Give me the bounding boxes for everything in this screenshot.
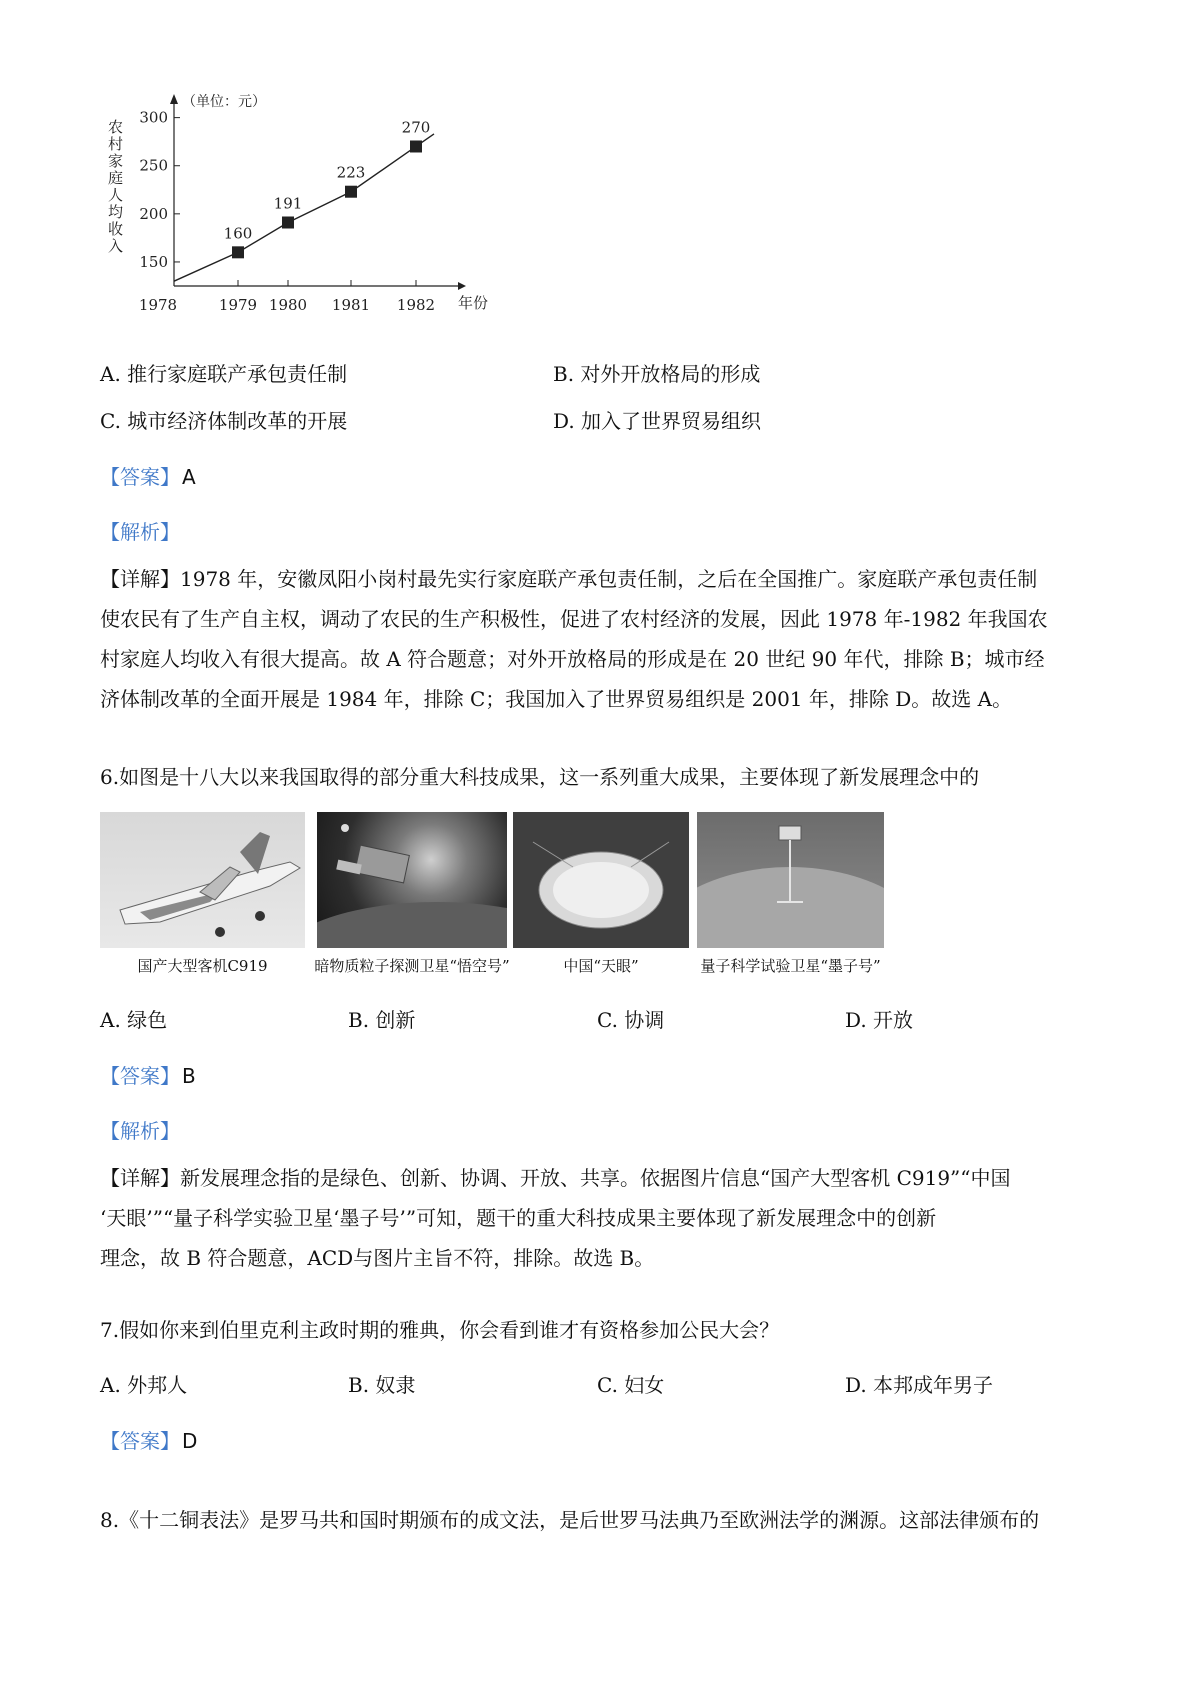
data-label: 223 bbox=[336, 163, 366, 182]
y-tick-label: 250 bbox=[139, 156, 168, 175]
q5-option-d: D. 加入了世界贸易组织 bbox=[553, 409, 762, 433]
y-axis-arrow bbox=[170, 94, 178, 104]
q6-option-b: B. 创新 bbox=[348, 1008, 416, 1032]
x-tick-label: 1980 bbox=[268, 296, 308, 314]
data-point-marker bbox=[410, 140, 422, 152]
c919-caption: 国产大型客机C919 bbox=[137, 957, 268, 975]
q7-option-d: D. 本邦成年男子 bbox=[845, 1373, 994, 1397]
q6-option-a: A. 绿色 bbox=[100, 1008, 168, 1032]
data-point-marker bbox=[232, 246, 244, 258]
x-tick-label: 1978 bbox=[138, 296, 178, 314]
wukong-satellite-image bbox=[317, 812, 507, 948]
x-tick-label: 1981 bbox=[331, 296, 371, 314]
detail-line: 理念，故 B 符合题意，ACD与图片主旨不符，排除。故选 B。 bbox=[100, 1246, 655, 1270]
q8-question: 8.《十二铜表法》是罗马共和国时期颁布的成文法，是后世罗马法典乃至欧洲法学的渊源。这部法律颁布的 bbox=[100, 1508, 1040, 1532]
q5-option-b: B. 对外开放格局的形成 bbox=[553, 362, 761, 386]
q5-option-c: C. 城市经济体制改革的开展 bbox=[100, 409, 348, 433]
q7-answer bbox=[100, 1425, 197, 1454]
detail-line: 【详解】新发展理念指的是绿色、创新、协调、开放、共享。依据图片信息“国产大型客机 C919”“中国 bbox=[100, 1166, 1011, 1190]
data-point-marker bbox=[345, 186, 357, 198]
y-axis-title-char: 入 bbox=[108, 237, 124, 255]
answer-value: A bbox=[182, 465, 196, 489]
y-axis-title-char: 均 bbox=[108, 203, 124, 221]
y-axis-title-char: 家 bbox=[108, 152, 124, 170]
y-tick-label: 200 bbox=[139, 204, 168, 223]
q7-option-a: A. 外邦人 bbox=[100, 1373, 188, 1397]
q6-question: 6.如图是十八大以来我国取得的部分重大科技成果，这一系列重大成果，主要体现了新发展理念中的 bbox=[100, 765, 980, 789]
y-axis-title-char: 收 bbox=[108, 220, 124, 238]
q6-option-d: D. 开放 bbox=[845, 1008, 914, 1032]
income-series-line bbox=[174, 134, 434, 281]
wukong-caption: 暗物质粒子探测卫星“悟空号” bbox=[314, 957, 510, 975]
x-axis-arrow bbox=[458, 282, 466, 290]
q7-question: 7.假如你来到伯里克利主政时期的雅典，你会看到谁才有资格参加公民大会？ bbox=[100, 1318, 780, 1342]
detail-line: 村家庭人均收入有很大提高。故 A 符合题意；对外开放格局的形成是在 20 世纪 90 年代，排除 B；城市经 bbox=[100, 647, 1045, 671]
y-axis-title-char: 村 bbox=[108, 135, 124, 153]
q5-option-a: A. 推行家庭联产承包责任制 bbox=[100, 362, 348, 386]
data-point-marker bbox=[282, 216, 294, 228]
answer-tag: 【答案】 bbox=[100, 1429, 180, 1453]
q5-answer bbox=[100, 461, 196, 490]
c919-airplane-image bbox=[100, 812, 305, 948]
y-axis-title-char: 农 bbox=[108, 118, 124, 136]
answer-value: B bbox=[182, 1064, 196, 1088]
answer-value: D bbox=[182, 1429, 198, 1453]
detail-line: 使农民有了生产自主权，调动了农民的生产积极性，促进了农村经济的发展，因此 1978 年-1982 年我国农 bbox=[100, 607, 1048, 631]
y-axis-title-char: 庭 bbox=[108, 169, 124, 187]
q6-option-c: C. 协调 bbox=[597, 1008, 665, 1032]
detail-line: ‘天眼’”“量子科学实验卫星‘墨子号’”可知，题干的重大科技成果主要体现了新发展理念中的创新 bbox=[100, 1206, 937, 1230]
fast-caption: 中国“天眼” bbox=[563, 957, 639, 975]
unit-label: （单位：元） bbox=[182, 94, 266, 110]
q6-answer bbox=[100, 1060, 196, 1089]
fast-telescope-image bbox=[513, 812, 689, 948]
data-label: 160 bbox=[223, 224, 253, 243]
q7-option-b: B. 奴隶 bbox=[348, 1373, 416, 1397]
q5-analysis-tag: 【解析】 bbox=[100, 520, 180, 544]
y-tick-label: 300 bbox=[139, 108, 168, 127]
x-axis-title: 年份 bbox=[458, 294, 489, 312]
answer-tag: 【答案】 bbox=[100, 465, 180, 489]
answer-tag: 【答案】 bbox=[100, 1064, 180, 1088]
data-label: 270 bbox=[401, 118, 431, 137]
x-tick-label: 1982 bbox=[396, 296, 436, 314]
x-tick-label: 1979 bbox=[218, 296, 258, 314]
q6-detail bbox=[100, 1158, 1090, 1278]
q5-detail bbox=[100, 559, 1090, 719]
y-tick-label: 150 bbox=[139, 252, 168, 271]
data-label: 191 bbox=[273, 194, 303, 213]
mozi-caption: 量子科学试验卫星“墨子号” bbox=[700, 957, 881, 975]
q6-analysis-tag: 【解析】 bbox=[100, 1119, 180, 1143]
y-axis-title-char: 人 bbox=[108, 186, 124, 204]
q7-option-c: C. 妇女 bbox=[597, 1373, 665, 1397]
mozi-satellite-image bbox=[697, 812, 884, 948]
detail-line: 济体制改革的全面开展是 1984 年，排除 C；我国加入了世界贸易组织是 2001 年，排除 D。故选 A。 bbox=[100, 687, 1013, 711]
detail-line: 【详解】1978 年，安徽凤阳小岗村最先实行家庭联产承包责任制，之后在全国推广。家庭联产承包责任制 bbox=[100, 567, 1038, 591]
income-line-chart bbox=[100, 88, 550, 348]
